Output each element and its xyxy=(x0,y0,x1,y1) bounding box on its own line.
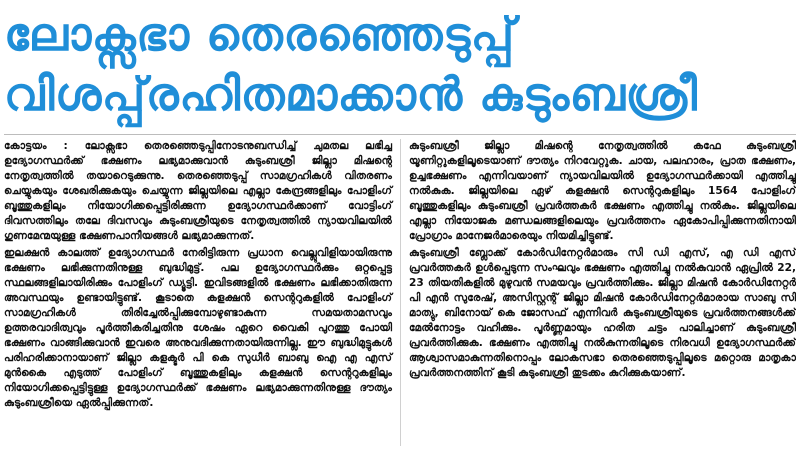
left-paragraph-2: ഇലക്ഷൻ കാലത്ത് ഉദ്യോഗസ്ഥർ നേരിട്ടിരുന്ന പ്രധാന വെല്ലുവിളിയായിരുന്നു ഭക്ഷണം ലഭിക്കുന്നതിനുള്ള ബുദ്ധിമുട്ട്. പല ഉദ്യോഗസ്ഥർക്കും ഒറ്റപ്പെട്ട സ്ഥലങ്ങളിലായിരിക്കും പോളിംഗ് ഡ്യൂട്ടി. ഇവിടങ്ങളിൽ ഭക്ഷണം ലഭിക്കാതിരുന്ന അവസ്ഥയും ഉണ്ടായിട്ടുണ്ട്. കൂടാതെ കളക്ഷൻ സെന്ററുകളിൽ പോളിംഗ് സാമഗ്രഹികൾ തിരിച്ചേൽപ്പിക്കുമ്പോഴുണ്ടാകുന്ന സമയതാമസവും ഉത്തരവാദിത്വവും പൂർത്തീകരിച്ചതിനു ശേഷം ഏറെ വൈകി പുറത്തു പോയി ഭക്ഷണം വാങ്ങിക്കുവാൻ ഇവരെ അനുവദിക്കുന്നതായിരുന്നില്ല. ഈ ബുദ്ധിമുട്ടുകൾ പരിഹരിക്കാനായാണ് ജില്ലാ കളക്ടർ പി കെ സുധീർ ബാബു ഐ എ എസ് മുൻകൈ എടുത്ത് പോളിംഗ് ബൂത്തുകളിലും കളക്ഷൻ സെന്ററുകളിലും നിയോഗിക്കപ്പെട്ടിട്ടുള്ള ഉദ്യോഗസ്ഥർക്ക് ഭക്ഷണം ലഭ്യമാക്കുന്നതിനുള്ള ദൗത്യം കുടുംബശ്രീയെ ഏൽപ്പിക്കുന്നത്. xyxy=(4,247,392,409)
headline-line-1: ലോക്സഭാ തെരഞ്ഞെടുപ്പ് xyxy=(4,7,515,61)
right-paragraph-1: കുടുംബശ്രീ ജില്ലാ മിഷന്റെ നേതൃത്വത്തിൽ കഫേ കുടുംബശ്രീ യൂണിറ്റുകളിലൂടെയാണ് ദൗത്യം നിറവേറ്റുക. ചായ, പലഹാരം, പ്രാത ഭക്ഷണം, ഉച്ചഭക്ഷണം എന്നിവയാണ് ന്യായവിലയിൽ ഉദ്യോഗസ്ഥർക്കായി എത്തിച്ചു നൽകുക. ജില്ലയിലെ ഏഴ് കളക്ഷൻ സെന്ററുകളിലും 1564 പോളിംഗ് ബൂത്തുകളിലും കുടുംബശ്രീ പ്രവർത്തകർ ഭക്ഷണം എത്തിച്ചു നൽകും. ജില്ലയിലെ എല്ലാ നിയോജക മണ്ഡലങ്ങളിലെയും പ്രവർത്തനം ഏകോപിപ്പിക്കുന്നതിനായി പ്രോഗ്രാം മാനേജർമാരെയും നിയമിച്ചിട്ടുണ്ട്. xyxy=(409,140,796,242)
article-body xyxy=(4,134,796,446)
left-paragraph-1: കോട്ടയം : ലോക്സഭാ തെരഞ്ഞെടുപ്പിനോടനുബന്ധിച്ച് ചുമതല ലഭിച്ച ഉദ്യോഗസ്ഥർക്ക് ഭക്ഷണം ലഭ്യമാക്കുവാൻ കുടുംബശ്രീ ജില്ലാ മിഷന്റെ നേതൃത്വത്തിൽ തയാറെടുക്കുന്നു. തെരഞ്ഞെടുപ്പ് സാമഗ്രഹികൾ വിതരണം ചെയ്യുകയും ശേഖരിക്കുകയും ചെയ്യുന്ന ജില്ലയിലെ എല്ലാ കേന്ദ്രങ്ങളിലും പോളിംഗ് ബൂത്തുകളിലും നിയോഗിക്കപ്പെട്ടിരിക്കുന്ന ഉദ്യോഗസ്ഥർക്കാണ് വോട്ടിംഗ് ദിവസത്തിലും തലേ ദിവസവും കുടുംബശ്രീയുടെ നേതൃത്വത്തിൽ ന്യായവിലയിൽ ഗുണമേന്മയുള്ള ഭക്ഷണപാനീയങ്ങൾ ലഭ്യമാക്കുന്നത്. xyxy=(4,140,392,242)
right-paragraph-2: കുടുംബശ്രീ ബ്ലോക്ക് കോർഡിനേറ്റർമാരും സി ഡി എസ്, എ ഡി എസ് പ്രവർത്തകർ ഉൾപ്പെടുന്ന സംഘവും ഭക്ഷണം എത്തിച്ചു നൽകുവാൻ ഏപ്രിൽ 22, 23 തിയതികളിൽ മുഴുവൻ സമയവും പ്രവർത്തിക്കും. ജില്ലാ മിഷൻ കോർഡിനേറ്റർ പി എൻ സുരേഷ്, അസിസ്റ്റന്റ് ജില്ലാ മിഷൻ കോർഡിനേറ്റർമാരായ സാബു സി മാത്യു, ബിനോയ് കെ ജോസഫ് എന്നിവർ കുടുംബശ്രീയുടെ പ്രവർത്തനങ്ങൾക്ക് മേൽനോട്ടം വഹിക്കും. പൂർണ്ണമായും ഹരിത ചട്ടം പാലിച്ചാണ് കുടുംബശ്രീ പ്രവർത്തിക്കുക. ഭക്ഷണം എത്തിച്ചു നൽകുന്നതിലൂടെ നിരവധി ഉദ്യോഗസ്ഥർക്ക് ആശ്വാസമാകുന്നതിനൊപ്പം ലോകസഭാ തെരഞ്ഞെടുപ്പിലൂടെ മറ്റൊരു മാതൃകാ പ്രവർത്തനത്തിന് കൂടി കുടുംബശ്രീ തുടക്കം കുറിക്കുകയാണ്. xyxy=(409,247,796,379)
article-left-column xyxy=(4,139,400,446)
article-right-column xyxy=(400,139,796,446)
headline xyxy=(4,2,796,126)
headline-line-2: വിശപ്പ്‌രഹിതമാക്കാൻ കുടുംബശ്രീ xyxy=(4,67,698,121)
